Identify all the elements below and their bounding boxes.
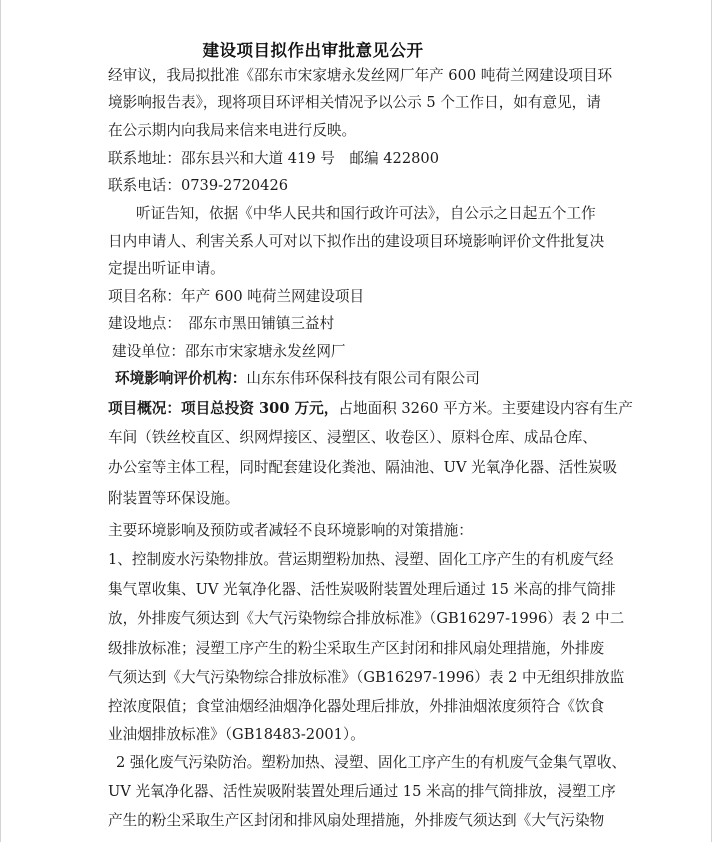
measures-heading: 主要环境影响及预防或者减轻不良环境影响的对策措施：	[108, 522, 473, 539]
measure-1-line-7: 业油烟排放标准》（GB18483-2001）。	[108, 726, 365, 743]
project-location: 建设地点： 邵东市黑田铺镇三益村	[108, 315, 335, 332]
overview-line-3: 办公室等主体工程，同时配套建设化粪池、隔油池、UV 光氧净化器、活性炭吸	[108, 459, 618, 476]
project-name: 项目名称：年产 600 吨荷兰网建设项目	[108, 288, 365, 305]
eia-agency	[115, 369, 480, 389]
overview-label: 项目概况：项目总投资 300 万元，	[108, 400, 339, 417]
overview-line-2: 车间（铁丝校直区、织网焊接区、浸塑区、收卷区）、原料仓库、成品仓库、	[108, 429, 597, 446]
hearing-notice-line-1: 听证告知，依据《中华人民共和国行政许可法》，自公示之日起五个工作	[136, 205, 596, 222]
project-builder: 建设单位：邵东市宋家塘永发丝网厂	[112, 343, 346, 360]
measure-1-line-2: 集气罩收集、UV 光氧净化器、活性炭吸附装置处理后通过 15 米高的排气筒排	[108, 581, 616, 598]
measure-1-line-6: 控浓度限值；食堂油烟经油烟净化器处理后排放，外排油烟浓度须符合《饮食	[108, 698, 605, 715]
overview-line-4: 附装置等环保设施。	[108, 490, 240, 507]
measure-1-line-3: 放，外排废气须达到《大气污染物综合排放标准》（GB16297-1996）表 2 中二	[108, 610, 625, 627]
paragraph-review-line-1: 经审议，我局拟批准《邵东市宋家塘永发丝网厂年产 600 吨荷兰网建设项目环	[108, 67, 613, 84]
measure-1-line-4: 级排放标准；浸塑工序产生的粉尘采取生产区封闭和排风扇处理措施，外排废	[108, 640, 605, 657]
paragraph-review-line-3: 在公示期内向我局来信来电进行反映。	[108, 122, 357, 139]
measure-1-line-1: 1、控制废水污染物排放。营运期塑粉加热、浸塑、固化工序产生的有机废气经	[108, 551, 614, 568]
measure-1-line-5: 气须达到《大气污染物综合排放标准》（GB16297-1996）表 2 中无组织排放监	[108, 669, 625, 686]
paragraph-review-line-2: 境影响报告表》，现将项目环评相关情况予以公示 5 个工作日，如有意见，请	[108, 94, 601, 111]
hearing-notice-line-2: 日内申请人、利害关系人可对以下拟作出的建设项目环境影响评价文件批复决	[108, 233, 605, 250]
page-title: 建设项目拟作出审批意见公开	[202, 41, 424, 60]
overview-line-1	[108, 399, 633, 419]
contact-phone: 联系电话：0739-2720426	[108, 177, 289, 194]
measure-2-line-3: 产生的粉尘采取生产区封闭和排风扇处理措施，外排废气须达到《大气污染物	[108, 812, 605, 829]
hearing-notice-line-3: 定提出听证申请。	[108, 260, 225, 277]
eia-agency-label: 环境影响评价机构：	[115, 370, 247, 387]
measure-2-line-2: UV 光氧净化器、活性炭吸附装置处理后通过 15 米高的排气筒排放，浸塑工序	[108, 783, 616, 800]
contact-address: 联系地址：邵东县兴和大道 419 号 邮编 422800	[108, 150, 439, 167]
measure-2-line-1: 2 强化废气污染防治。塑粉加热、浸塑、固化工序产生的有机废气金集气罩收、	[116, 754, 627, 771]
eia-agency-value: 山东东伟环保科技有限公司有限公司	[246, 370, 480, 387]
overview-line-1-rest: 占地面积 3260 平方米。主要建设内容有生产	[338, 400, 633, 417]
